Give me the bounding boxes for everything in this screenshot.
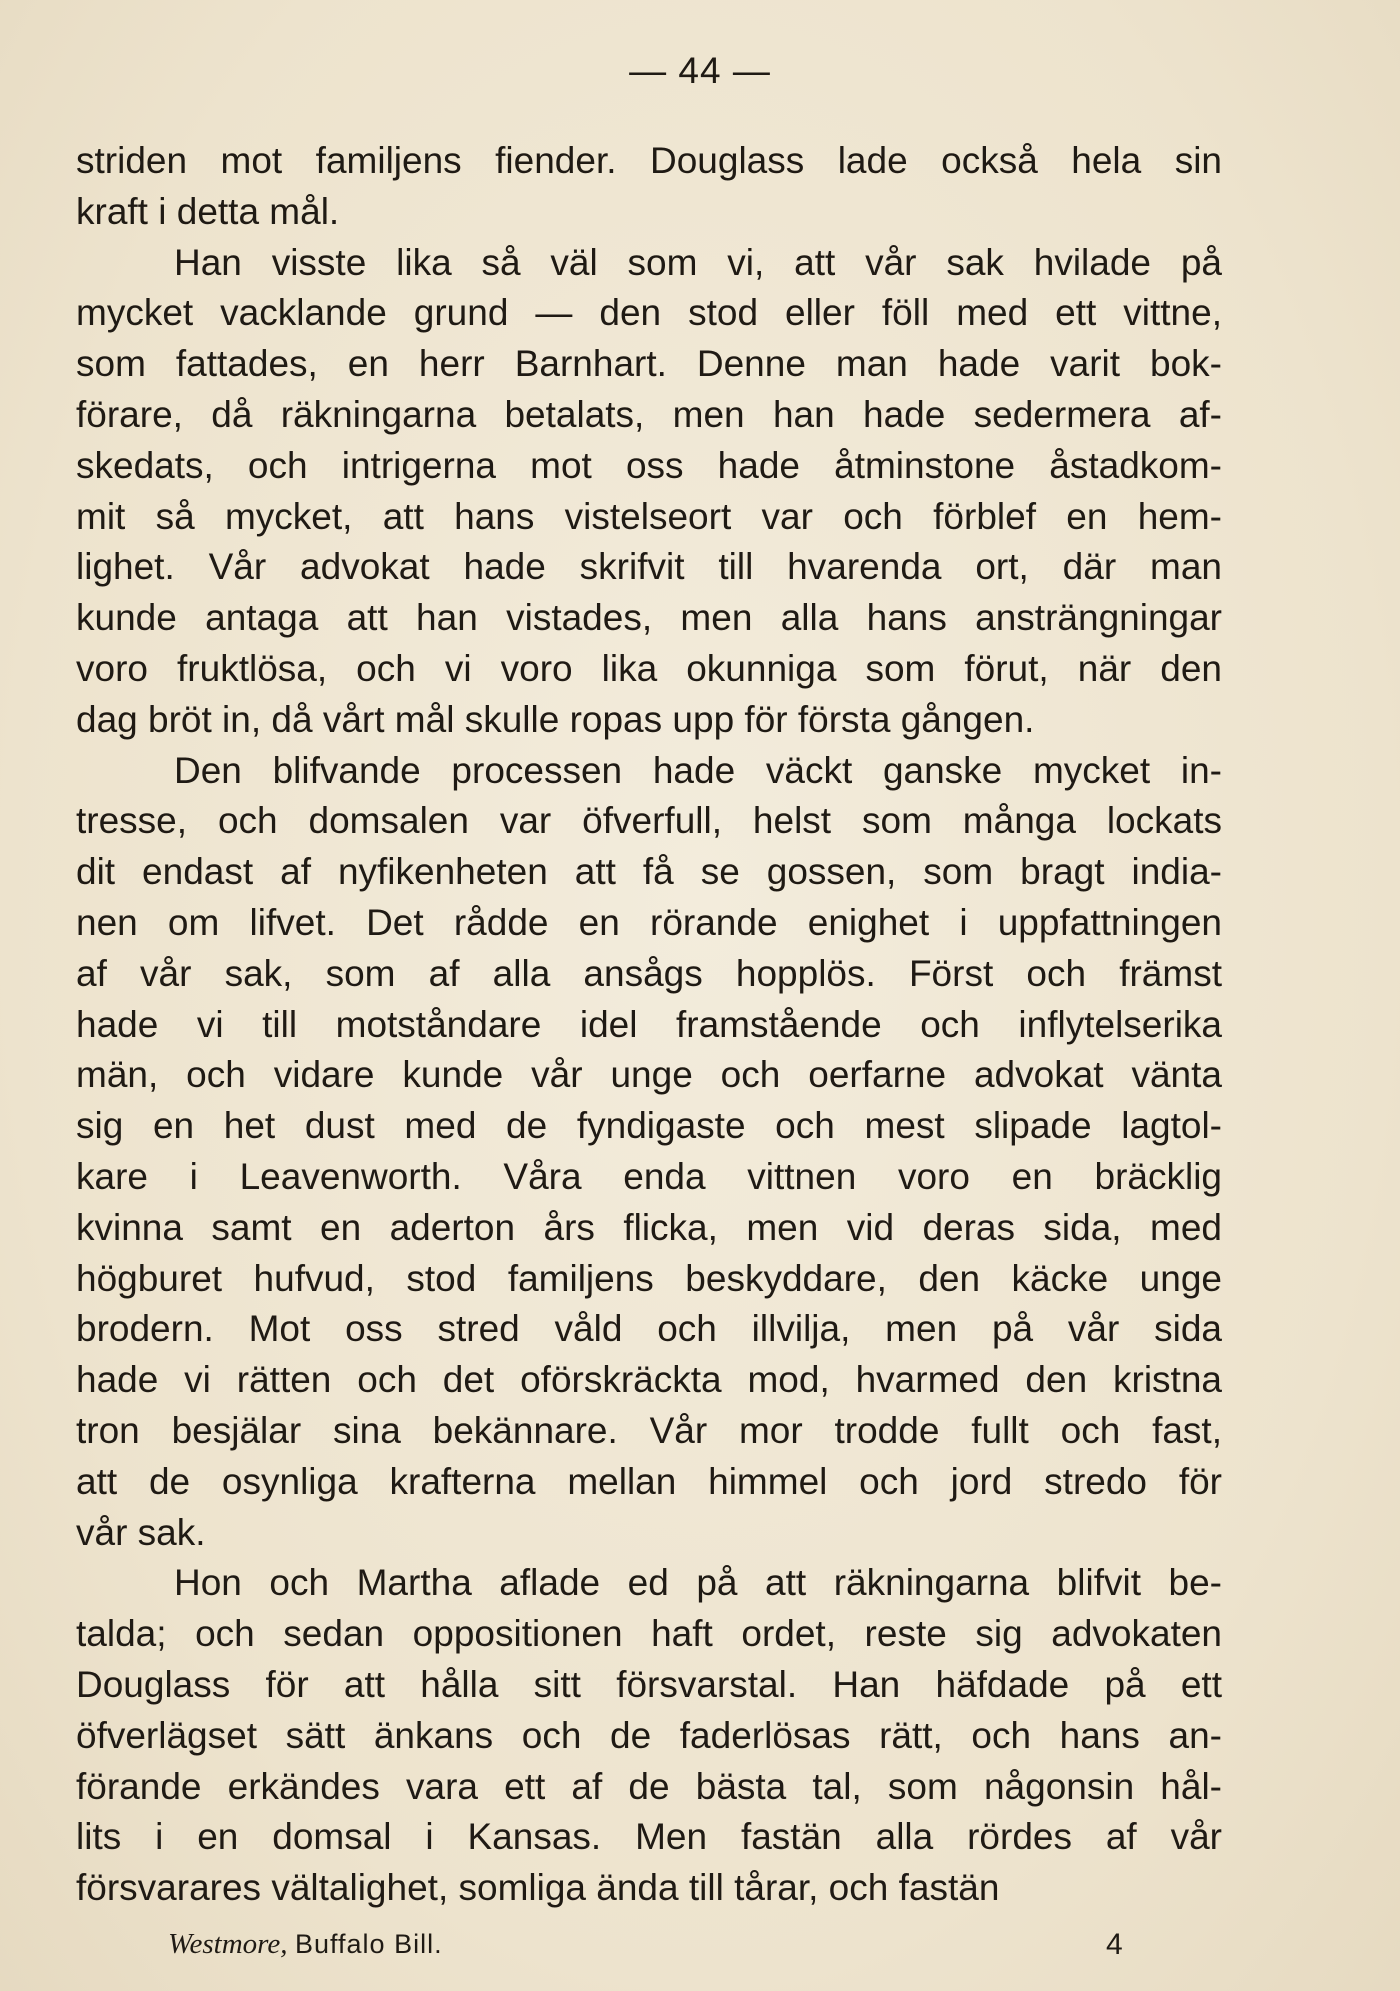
body-text — [76, 136, 1222, 1914]
paragraph — [76, 136, 1222, 238]
footer-title: Buffalo Bill. — [295, 1929, 443, 1959]
text-line: kraft i detta mål. — [76, 190, 340, 232]
text-line: talda; och sedan oppositionen haft ordet, reste sig advokaten — [76, 1613, 1222, 1655]
text-line: striden mot familjens fiender. Douglass lade också hela sin — [76, 140, 1222, 181]
paragraph — [76, 238, 1222, 746]
text-line: förare, då räkningarna betalats, men han hade sedermera af- — [76, 393, 1222, 435]
text-line: Han visste lika så väl som vi, att vår sak hvilade på — [174, 241, 1222, 283]
text-line: vår sak. — [76, 1511, 206, 1553]
text-line: af vår sak, som af alla ansågs hopplös. Först och främst — [76, 952, 1222, 994]
text-line: tron besjälar sina bekännare. Vår mor trodde fullt och fast, — [76, 1409, 1222, 1451]
text-line: dit endast af nyfikenheten att få se gossen, som bragt india- — [76, 851, 1222, 893]
text-line: Douglass för att hålla sitt försvarstal. Han häfdade på ett — [76, 1663, 1222, 1705]
page-footer — [0, 1928, 1400, 1968]
footer-imprint — [168, 1928, 443, 1961]
text-line: brodern. Mot oss stred våld och illvilja, men på vår sida — [76, 1308, 1222, 1350]
page-number: — 44 — — [629, 50, 771, 91]
text-line: Den blifvande processen hade väckt ganske mycket in- — [174, 749, 1222, 791]
text-line: mycket vacklande grund — den stod eller föll med ett vittne, — [76, 292, 1222, 334]
text-line: högburet hufvud, stod familjens beskyddare, den käcke unge — [76, 1257, 1222, 1299]
footer-signature-mark: 4 — [1106, 1928, 1123, 1961]
text-line: Hon och Martha aflade ed på att räkningarna blifvit be- — [174, 1562, 1222, 1604]
text-line: som fattades, en herr Barnhart. Denne man hade varit bok- — [76, 343, 1222, 385]
text-line: voro fruktlösa, och vi voro lika okunniga som förut, när den — [76, 647, 1222, 689]
text-line: män, och vidare kunde vår unge och oerfarne advokat vänta — [76, 1054, 1222, 1096]
text-line: försvarares vältalighet, somliga ända till tårar, och fastän — [76, 1867, 1000, 1909]
text-line: tresse, och domsalen var öfverfull, helst som många lockats — [76, 800, 1222, 842]
paragraph — [76, 746, 1222, 1559]
text-line: hade vi till motståndare idel framstående och inflytelserika — [76, 1003, 1222, 1045]
text-line: kunde antaga att han vistades, men alla hans ansträngningar — [76, 597, 1222, 639]
text-line: sig en het dust med de fyndigaste och mest slipade lagtol- — [76, 1105, 1222, 1147]
text-line: att de osynliga krafterna mellan himmel och jord stredo för — [76, 1460, 1222, 1502]
text-line: kvinna samt en aderton års flicka, men vid deras sida, med — [76, 1206, 1222, 1248]
text-line: lighet. Vår advokat hade skrifvit till hvarenda ort, där man — [76, 546, 1222, 588]
footer-author: Westmore, — [168, 1928, 288, 1960]
text-line: förande erkändes vara ett af de bästa tal, som någonsin hål- — [76, 1765, 1222, 1807]
text-line: lits i en domsal i Kansas. Men fastän alla rördes af vår — [76, 1816, 1222, 1858]
paragraph — [76, 1558, 1222, 1914]
text-line: mit så mycket, att hans vistelseort var och förblef en hem- — [76, 495, 1222, 537]
text-line: kare i Leavenworth. Våra enda vittnen voro en bräcklig — [76, 1155, 1222, 1197]
text-line: dag bröt in, då vårt mål skulle ropas upp för första gången. — [76, 698, 1035, 740]
text-line: öfverlägset sätt änkans och de faderlösas rätt, och hans an- — [76, 1714, 1222, 1756]
text-line: skedats, och intrigerna mot oss hade åtminstone åstadkom- — [76, 444, 1222, 486]
text-line: hade vi rätten och det oförskräckta mod, hvarmed den kristna — [76, 1359, 1222, 1401]
text-line: nen om lifvet. Det rådde en rörande enighet i uppfattningen — [76, 901, 1222, 943]
